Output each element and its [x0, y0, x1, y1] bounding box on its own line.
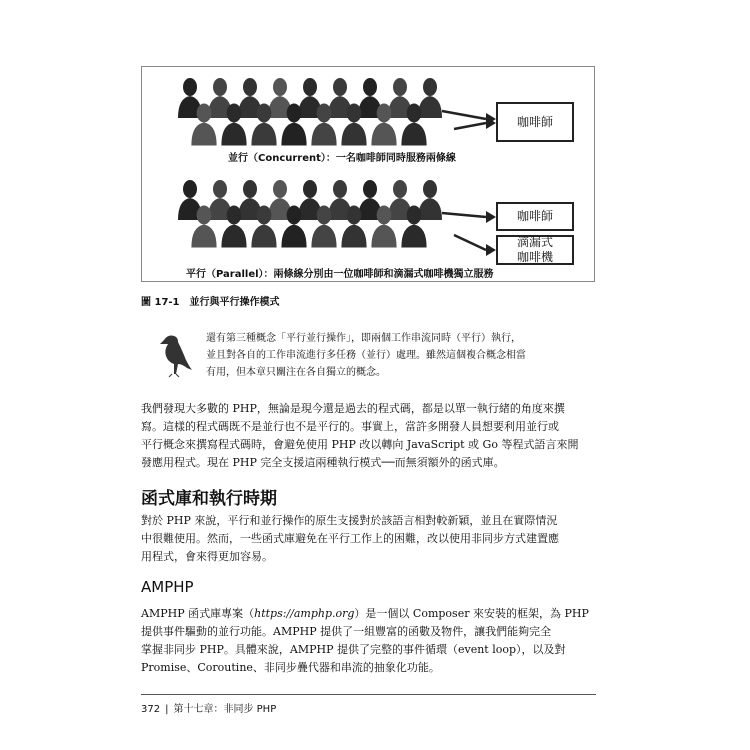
top-figure-label: 並行（Concurrent）：一名咖啡師同時服務兩條線	[228, 153, 456, 164]
figure-caption	[141, 293, 290, 308]
bottom-figure-label: 平行（Parallel）：兩條線分別由一位咖啡師和滴漏式咖啡機獨立服務	[186, 269, 494, 280]
note-line: 還有第三種概念「平行並行操作」，即兩個工作串流同時（平行）執行，	[206, 333, 521, 344]
paragraph-1	[141, 400, 596, 472]
paragraph-2	[141, 512, 596, 566]
drip-machine-box	[496, 235, 574, 265]
top-barista-box	[496, 102, 574, 142]
paragraph-line: 用程式，會來得更加容易。	[141, 550, 273, 563]
section-heading: 函式庫和執行時期	[141, 489, 277, 509]
arrow-right-icon	[486, 244, 496, 256]
footer-separator: |	[165, 704, 169, 715]
arrow-line	[442, 213, 486, 217]
bottom-barista-box	[496, 202, 574, 231]
paragraph-line: 發應用程式。現在 PHP 完全支援這兩種執行模式──而無須額外的函式庫。	[141, 456, 505, 469]
note-line: 有用，但本章只關注在各自獨立的概念。	[206, 367, 386, 378]
footer-rule	[141, 694, 596, 695]
bird-icon	[156, 330, 196, 380]
chapter-title: 第十七章：非同步 PHP	[173, 704, 277, 715]
arrow-line	[454, 123, 486, 129]
person-silhouette-icon	[418, 78, 442, 118]
page-footer	[141, 700, 276, 715]
paragraph-line: 平行概念來撰寫程式碼時，會避免使用 PHP 改以轉向 JavaScript 或 Go 等程式語言來開	[141, 438, 579, 451]
drip-machine-label-line2: 咖啡機	[516, 250, 553, 264]
paragraph-line: 對於 PHP 來說，平行和並行操作的原生支援對於該語言相對較新穎，並且在實際情況	[141, 514, 558, 527]
paragraph-3	[141, 605, 596, 677]
subsection-heading: AMPHP	[141, 578, 194, 596]
paragraph-line: 中很難使用。然而，一些函式庫避免在平行工作上的困難，改以使用非同步方式建置應	[141, 532, 559, 545]
arrow-right-icon	[486, 211, 496, 223]
paragraph-line: 提供事件驅動的並行功能。AMPHP 提供了一組豐富的函數及物件，讓我們能夠完全	[141, 625, 552, 638]
paragraph-line: 掌握非同步 PHP。具體來說，AMPHP 提供了完整的事件循環（event loop），以及對	[141, 643, 566, 656]
drip-machine-label-line1: 滴漏式	[516, 235, 553, 249]
paragraph-line: 我們發現大多數的 PHP，無論是現今還是過去的程式碼，都是以單一執行緒的角度來撰	[141, 402, 565, 415]
paragraph-line: Promise、Coroutine、非同步疊代器和串流的抽象化功能。	[141, 661, 440, 674]
figure-17-1	[141, 66, 595, 282]
note-box	[156, 326, 576, 378]
bottom-barista-label: 咖啡師	[516, 209, 553, 223]
note-text	[206, 330, 576, 381]
top-barista-label: 咖啡師	[516, 114, 553, 129]
amphp-text: ）是一個以 Composer 來安裝的框架，為 PHP	[354, 607, 589, 620]
amphp-url-link[interactable]: https://amphp.org	[254, 607, 355, 620]
amphp-text: AMPHP 函式庫專案（	[141, 607, 255, 620]
figure-caption-text: 並行與平行操作模式	[189, 297, 280, 308]
arrow-line	[454, 235, 486, 250]
page-number: 372	[141, 704, 161, 715]
paragraph-line: 寫。這樣的程式碼既不是並行也不是平行的。事實上，當許多開發人員想要利用並行或	[141, 420, 559, 433]
person-silhouette-icon	[418, 180, 442, 220]
note-line: 並且對各自的工作串流進行多任務（並行）處理。雖然這個複合概念相當	[206, 350, 526, 361]
figure-number: 圖 17-1	[141, 297, 180, 308]
arrow-line	[442, 111, 486, 119]
paragraph-line	[141, 605, 596, 623]
